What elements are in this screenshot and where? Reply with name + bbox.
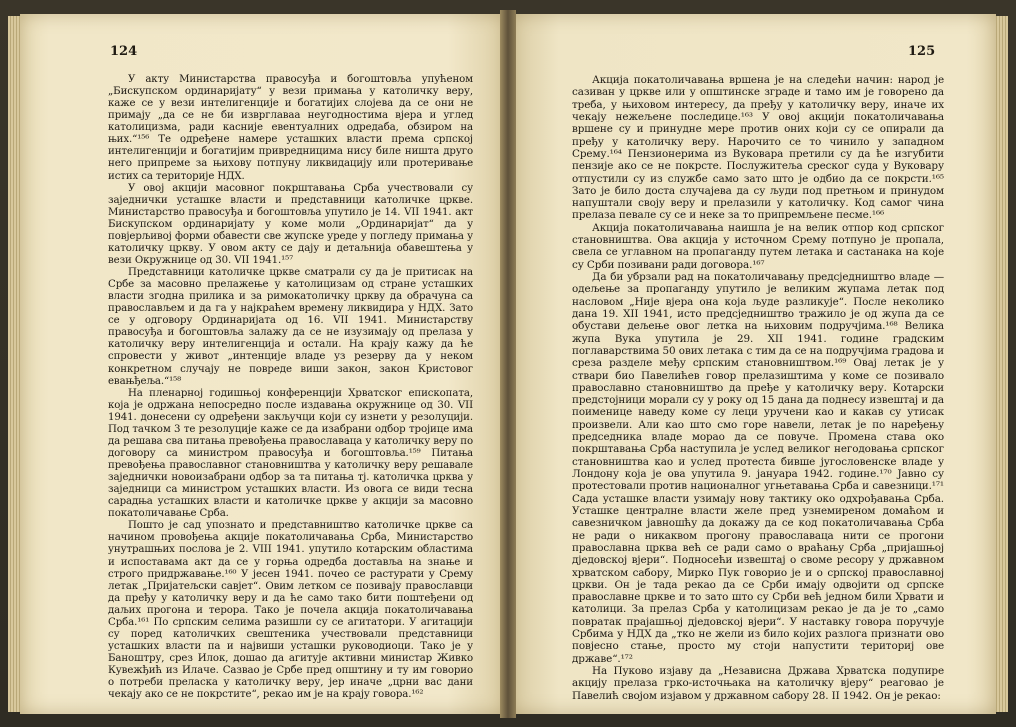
page-number: 124 bbox=[110, 44, 138, 59]
paragraph: У овој акцији масовног покрштавања Срба учествовали су заједнички усташке власти и представници католичке цркве. Министарство правосуђа и богоштовља упутило је 14. VII 1941. акт Бискупском ординаријату у коме моли „Ординаријат“ да у повјерљивој форми обавести све жупске уреде у погледу примања у католичку цркву. У овом акту се дају и детаљнија обавештења у вези Окружнице од 30. VII 1941.¹⁵⁷ bbox=[108, 182, 473, 266]
right-page bbox=[510, 14, 996, 714]
left-page bbox=[20, 14, 506, 714]
page-number: 125 bbox=[908, 44, 936, 59]
paragraph: Представници католичке цркве сматрали су да је притисак на Србе за масовно прелажење у католицизам од стране усташких власти згодна прилика и за римокатоличку цркву да обрачуна са православљем и да га у најкраћем времену ликвидира у НДХ. Зато се у одговору Ординаријата од 16. VII 1941. Министарству правосуђа и богоштовља залажу да се не изузимају од прелаза у католичку веру интелигенција и остали. На крају кажу да ће спровести у живот „интенције владе уз резерву да у неком конкретном случају не повреде виши закон, закон Кристовог евањђеља.“¹⁵⁸ bbox=[108, 267, 473, 387]
paragraph: Пошто је сад упознато и представништво католичке цркве са начином провођења акције покатоличавања Срба, Министарство унутрашњих послова је 2. VIII 1941. упутило котарским областима и испоставама акт да се у горња одредба доставља на знање и строго придржавање.¹⁶⁰ У јесен 1941. почео се растурати у Срему летак „Пријатељски савјет“. Овим летком се позивају православци да пређу у католичку веру и да ће само тако бити поштеђени од даљих прогона и терора. Тако је почела акција покатоличавања Срба.¹⁶¹ По српским селима разишли су се агитатори. У агитацији су поред католичких свештеника учествовали представници усташких власти па и највиши усташки руководиоци. Тако је у Баноштру, срез Илок, дошао да агитује активни министар Живко Кувежђић из Илаче. Сазвао је Србе пред општину и ту им говорио о потреби преласка у католичку веру, јер иначе „црни вас дани чекају ако се не покрстите“, рекао им је на крају говора.¹⁶² bbox=[108, 520, 473, 701]
page-body bbox=[572, 74, 944, 702]
paragraph: У акту Министарства правосуђа и богоштовља упућеном „Бискупском ординаријату“ у вези примања у католичку веру, каже се у вези интелигенције и богатијих слојева да се они не примају „да се не би изврглаваа неугодностима вјера и углед католицизма, ради касније евентуалних одредаба, обзиром на њих.“¹⁵⁶ Те одређене намере усташких власти према српској интелигенцији и богатијим привредницима нису биле ништа друго него припреме за њихову потпуну ликвидацију или протеривање истих са територије НДХ. bbox=[108, 74, 473, 182]
paragraph: Да би убрзали рад на покатоличавању предсједништво владе — одељење за пропаганду упутило је великим жупама летак под насловом „Није вјера она која људе разликује“. После неколико дана 19. XII 1941, исто предсједништво тражило је од жупа да се обустави дељење овог летка на њиховим подручјима.¹⁶⁸ Велика жупа Вука упутила је 29. XII 1941. године градским поглаварствима 50 ових летака с тим да се на подручјима градова и среза разделе међу српским становништвом.¹⁶⁹ Овај летак је у ствари био Павелићев говор прелазиштима у коме се позивало православно становништво да пређе у католичку веру. Котарски предстојници морали су у року од 15 дана да поднесу извештај и да поименице наведу коме су леци уручени као и какав су утисак произвели. Али као што смо горе навели, летак је по наређењу председника владе морао да се повуче. Промена става око покрштавања Срба наступила је услед великог негодовања српског становништва као и услед протеста бивше југословенске владе у Лондону која је ова упутила 9. јануара 1942. године.¹⁷⁰ Јавно су протестовали против националног угњетавања Срба и савезници.¹⁷¹ Сада усташке власти узимају нову тактику око одхрођавања Срба. Усташке централне власти желе пред узнемиреном домаћом и савезничком јавношћу да докажу да се код покатоличавања Срба не ради о никаквом прогону православаца нити се прогони православна црква већ се ради само о враћању Срба „пријашњој дједовској вјери“. Подносећи извештај о своме ресору у државном хрватском сабору, Мирко Пук говорио је и о српској православној цркви. Он је тада рекао да се Срби имају одвојити од српске православне цркве и то зато што су Срби већ једном били Хрвати и католици. За прелаз Срба у католицизам рекао је да је то „само повратак прајашњој дједовској вјери“. У наставку говора поручује Србима у НДХ да „тко не жели из било којих разлога признати ово повјесно стање, просто му стоји напустити териториј ове државе“.¹⁷² bbox=[572, 271, 944, 665]
paragraph: На пленарној годишњој конференцији Хрватског епископата, која је одржана непосредно после издавања окружнице од 30. VII 1941. донесени су одређени закључци који су изнети у резолуцији. Под тачком 3 те резолуције каже се да изабрани одбор тројице има да решава сва питања превођења православаца у католичку веру по договору са министром правосуђа и богоштовља.¹⁵⁹ Питања превођења православног становништва у католичку веру решавале заједнички новоизабрани одбор за та питања тј. католичка црква у заједници са министром усташких власти. Из овога се види тесна сарадња усташких власти и католичке цркве у акцији за масовно покатоличавање Срба. bbox=[108, 387, 473, 520]
paragraph: Акција покатоличавања вршена је на следећи начин: народ је сазиван у цркве или у општинске зграде и тамо им је говорено да треба, у њиховом интересу, да пређу у католичку веру, иначе их чекају нежељене последице.¹⁶³ У овој акцији покатоличавања вршене су и принудне мере против оних који су се опирали да пређу у католичку веру. Нарочито се то чинило у западном Срему.¹⁶⁴ Пензионерима из Вуковара претили су да ће изгубити пензије ако се не покрсте. Послужитеља среског суда у Вуковару отпустили су из службе само зато што је одбио да се покрсти.¹⁶⁵ Зато је било доста случајева да су људи под претњом и принудом напуштали своју веру и прелазили у католичку. Код самог чина прелаза певале су се и неке за то припремљене песме.¹⁶⁶ bbox=[572, 74, 944, 222]
page-body bbox=[108, 74, 473, 701]
paragraph: Акција покатоличавања наишла је на велик отпор код српског становништва. Ова акција у источном Срему потпуно је пропала, свела се углавном на пропаганду путем летака и састанака на које су Срби позивани ради договора.¹⁶⁷ bbox=[572, 221, 944, 271]
right-page-edges bbox=[994, 16, 1008, 712]
book-gutter bbox=[500, 10, 516, 718]
paragraph: На Пуково изјаву да „Независна Држава Хрватска подупире акцију прелаза грко-источњака на католичку вјеру“ реаговао је Павелић својом изјавом у државном сабору 28. II 1942. Он је рекао: bbox=[572, 665, 944, 702]
